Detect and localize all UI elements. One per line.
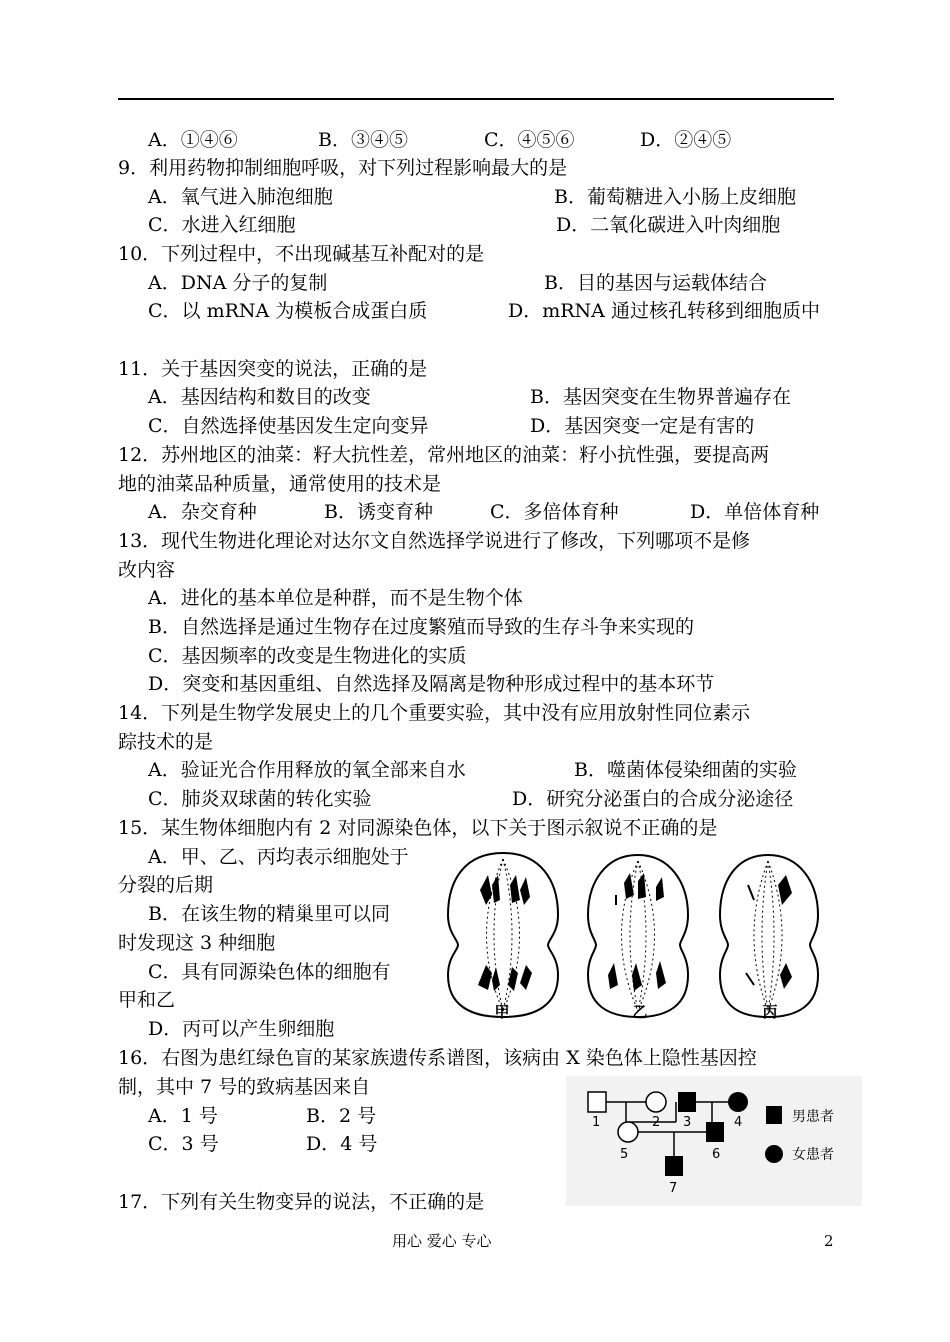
q10-option-b: B．目的基因与运载体结合: [544, 272, 767, 294]
header-rule: [118, 98, 834, 100]
q13-option-b: B．自然选择是通过生物存在过度繁殖而导致的生存斗争来实现的: [148, 616, 694, 638]
q14-option-d: D．研究分泌蛋白的合成分泌途径: [512, 788, 794, 810]
pedigree-chart: [566, 1076, 862, 1206]
q14-stem-line2: 踪技术的是: [118, 731, 214, 753]
q15-option-b-line2: 时发现这 3 种细胞: [118, 932, 276, 954]
q17-stem: 17．下列有关生物变异的说法，不正确的是: [118, 1191, 485, 1213]
q15-option-c-line2: 甲和乙: [118, 989, 176, 1011]
q11-stem: 11．关于基因突变的说法，正确的是: [118, 358, 428, 380]
figure-label-yi: 乙: [632, 1003, 648, 1021]
q10-option-a: A．DNA 分子的复制: [148, 272, 328, 294]
legend-male-symbol: [766, 1106, 782, 1124]
q15-option-a-line2: 分裂的后期: [118, 874, 214, 896]
pedigree-individual-7: [665, 1156, 683, 1176]
q15-option-b-line1: B．在该生物的精巢里可以同: [148, 903, 390, 925]
footer-slogan: 用心 爱心 专心: [392, 1232, 492, 1250]
pedigree-number-4: 4: [734, 1115, 743, 1130]
q11-option-d: D．基因突变一定是有害的: [530, 415, 755, 437]
q16-stem-line1: 16．右图为患红绿色盲的某家族遗传系谱图，该病由 X 染色体上隐性基因控: [118, 1047, 757, 1069]
q16-stem-line2: 制，其中 7 号的致病基因来自: [118, 1076, 371, 1098]
q13-stem-line2: 改内容: [118, 559, 176, 581]
pedigree-individual-3: [678, 1092, 696, 1112]
q12-stem-line2: 地的油菜品种质量，通常使用的技术是: [118, 473, 442, 495]
q8-option-a: A．①④⑥: [148, 129, 238, 151]
q9-stem: 9．利用药物抑制细胞呼吸，对下列过程影响最大的是: [118, 157, 568, 179]
q8-option-b: B．③④⑤: [318, 129, 408, 151]
q16-option-b: B．2 号: [306, 1105, 377, 1127]
pedigree-individual-2: [646, 1092, 666, 1112]
q10-option-c: C．以 mRNA 为模板合成蛋白质: [148, 300, 428, 322]
q15-stem: 15．某生物体细胞内有 2 对同源染色体，以下关于图示叙说不正确的是: [118, 817, 718, 839]
q12-option-b: B．诱变育种: [324, 501, 433, 523]
q15-option-a-line1: A．甲、乙、丙均表示细胞处于: [148, 846, 409, 868]
q13-option-a: A．进化的基本单位是种群，而不是生物个体: [148, 587, 523, 609]
pedigree-individual-1: [588, 1092, 606, 1112]
q13-stem-line1: 13．现代生物进化理论对达尔文自然选择学说进行了修改，下列哪项不是修: [118, 530, 751, 552]
figure-label-jia: 甲: [494, 1003, 510, 1021]
q14-stem-line1: 14．下列是生物学发展史上的几个重要实验，其中没有应用放射性同位素示: [118, 702, 751, 724]
pedigree-individual-6: [706, 1122, 724, 1142]
q11-option-c: C．自然选择使基因发生定向变异: [148, 415, 429, 437]
q9-option-c: C．水进入红细胞: [148, 214, 296, 236]
q15-option-d: D．丙可以产生卵细胞: [148, 1018, 335, 1040]
q8-option-d: D．②④⑤: [640, 129, 732, 151]
pedigree-number-2: 2: [652, 1115, 661, 1130]
legend-female-symbol: [765, 1145, 783, 1163]
legend-male-label: 男患者: [792, 1109, 834, 1125]
q12-option-a: A．杂交育种: [148, 501, 257, 523]
q8-option-c: C．④⑤⑥: [484, 129, 575, 151]
q10-stem: 10．下列过程中，不出现碱基互补配对的是: [118, 243, 485, 265]
pedigree-number-5: 5: [620, 1147, 629, 1162]
q11-option-a: A．基因结构和数目的改变: [148, 386, 371, 408]
q13-option-c: C．基因频率的改变是生物进化的实质: [148, 645, 467, 667]
q14-option-b: B．噬菌体侵染细菌的实验: [574, 759, 797, 781]
page-number: 2: [824, 1232, 834, 1250]
q12-stem-line1: 12．苏州地区的油菜：籽大抗性差，常州地区的油菜：籽小抗性强，要提高两: [118, 444, 770, 466]
pedigree-number-1: 1: [592, 1115, 601, 1130]
q13-option-d: D．突变和基因重组、自然选择及隔离是物种形成过程中的基本环节: [148, 673, 715, 695]
figure-label-bing: 丙: [762, 1003, 778, 1021]
q16-option-a: A．1 号: [148, 1105, 218, 1127]
q10-option-d: D．mRNA 通过核孔转移到细胞质中: [508, 300, 820, 322]
q9-option-b: B．葡萄糖进入小肠上皮细胞: [554, 186, 796, 208]
pedigree-number-3: 3: [683, 1115, 692, 1130]
q14-option-a: A．验证光合作用释放的氧全部来自水: [148, 759, 466, 781]
q9-option-a: A．氧气进入肺泡细胞: [148, 186, 333, 208]
q16-option-d: D．4 号: [306, 1133, 378, 1155]
cell-division-figure: [440, 845, 840, 1025]
pedigree-individual-5: [618, 1122, 638, 1142]
pedigree-number-6: 6: [712, 1147, 721, 1162]
q15-option-c-line1: C．具有同源染色体的细胞有: [148, 961, 391, 983]
q12-option-d: D．单倍体育种: [690, 501, 820, 523]
q11-option-b: B．基因突变在生物界普遍存在: [530, 386, 791, 408]
q9-option-d: D．二氧化碳进入叶肉细胞: [556, 214, 781, 236]
pedigree-number-7: 7: [669, 1181, 678, 1196]
q16-option-c: C．3 号: [148, 1133, 219, 1155]
legend-female-label: 女患者: [792, 1147, 834, 1163]
q12-option-c: C．多倍体育种: [490, 501, 619, 523]
q14-option-c: C．肺炎双球菌的转化实验: [148, 788, 372, 810]
pedigree-individual-4: [728, 1092, 748, 1112]
